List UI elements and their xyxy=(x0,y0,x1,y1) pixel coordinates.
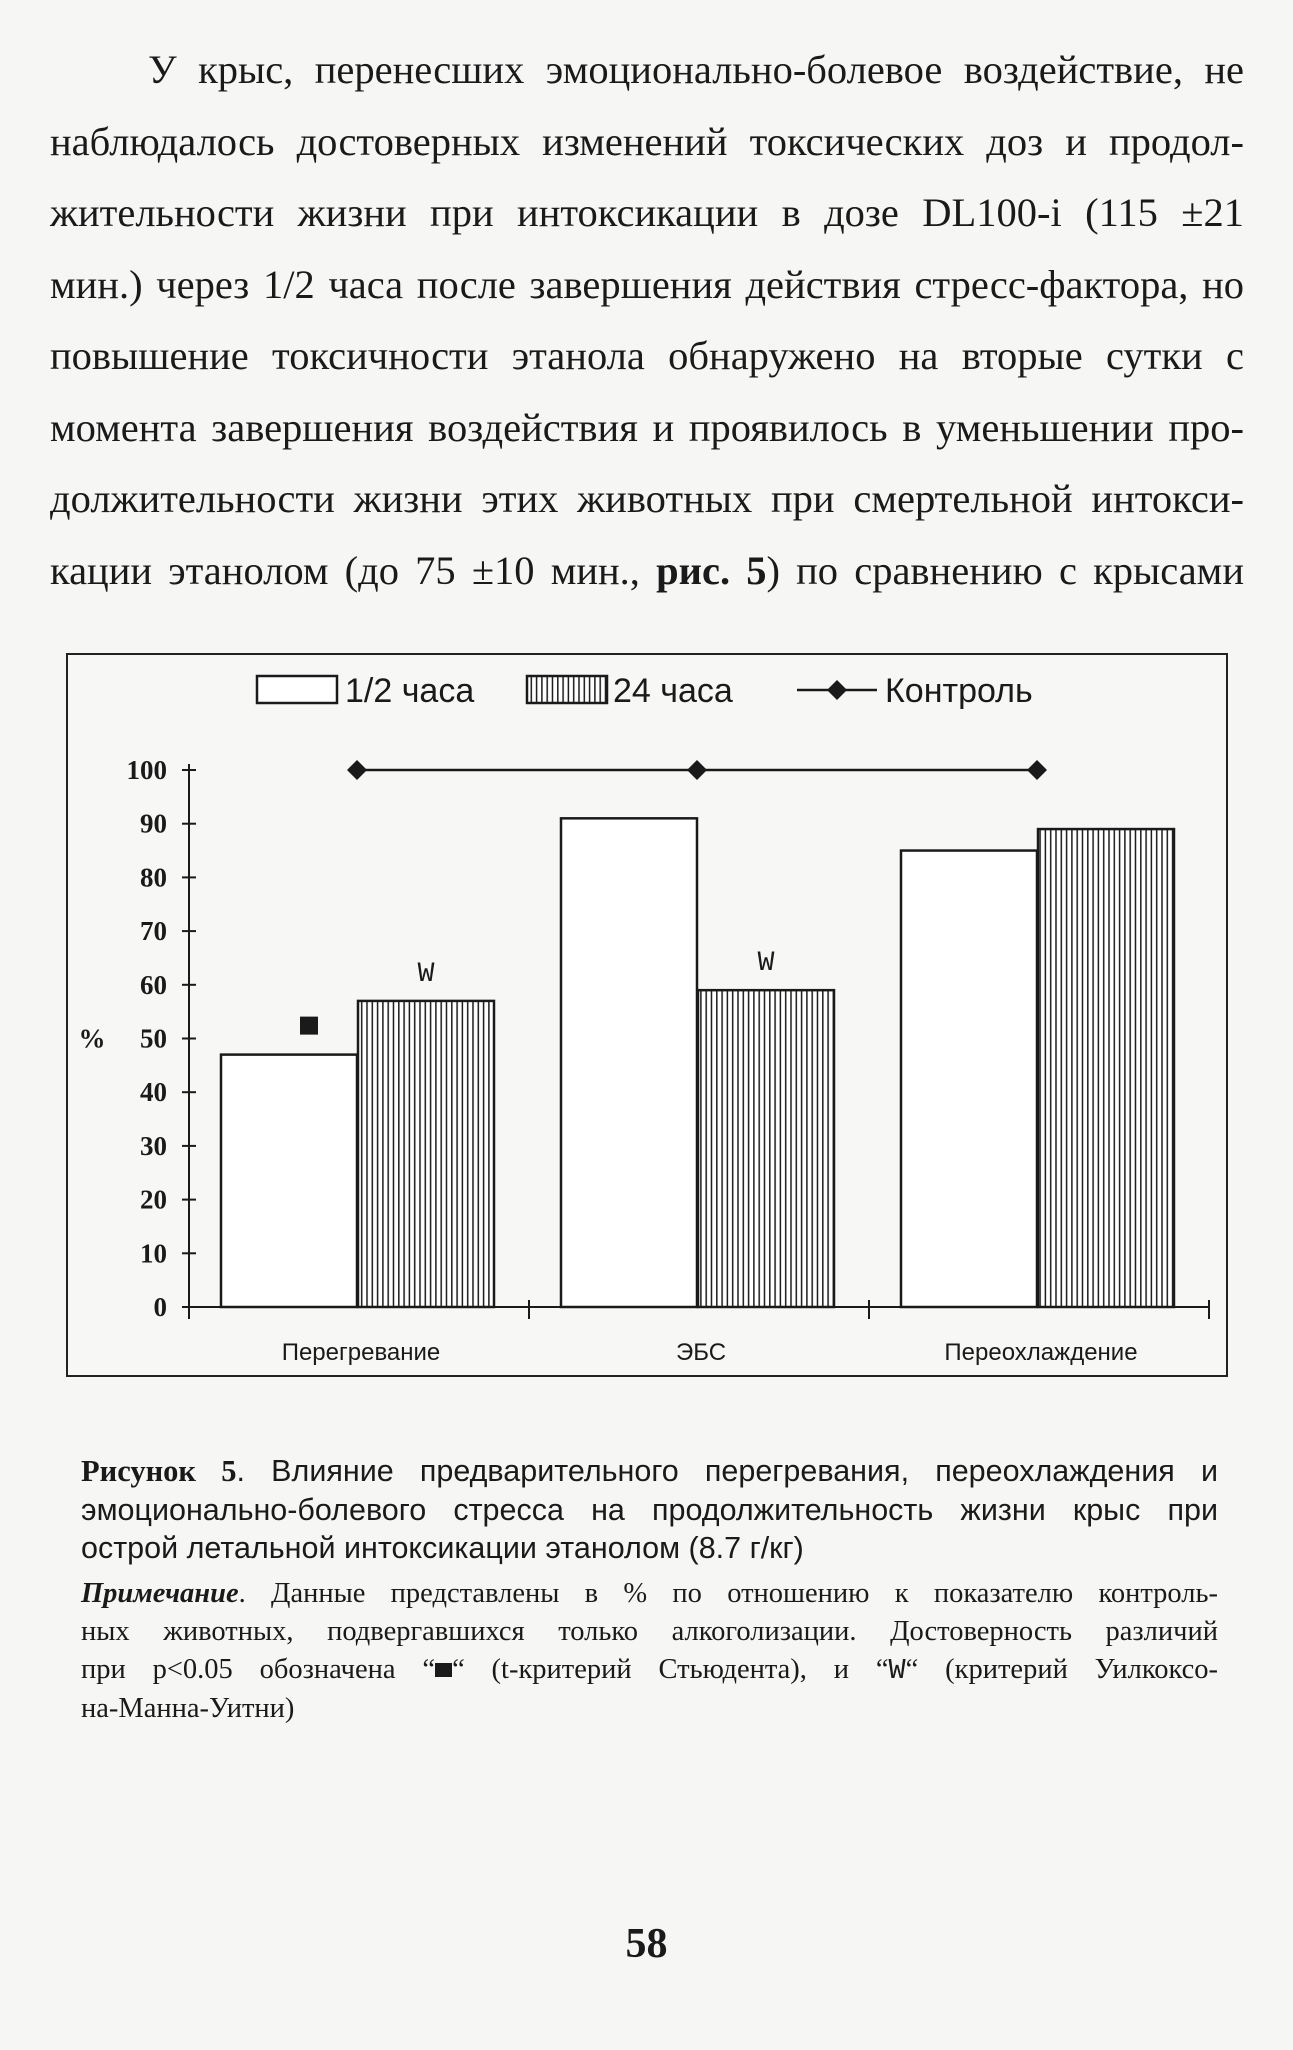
x-tick-label: Переохлаждение xyxy=(944,1339,1138,1366)
significance-w-mark: W xyxy=(417,958,435,990)
paragraph-line: мин.) через 1/2 часа после завершения действия стресс-фактора, но xyxy=(50,261,1244,307)
note-label: Примечание xyxy=(81,1578,239,1609)
paragraph-line: жительности жизни при интоксикации в дозе DL100-i (115 ±21 xyxy=(50,190,1244,235)
y-tick-label: 10 xyxy=(140,1238,167,1269)
y-axis-label: % xyxy=(78,1023,106,1054)
control-point xyxy=(347,760,367,780)
bar xyxy=(901,851,1037,1307)
bar xyxy=(358,1001,494,1307)
note-text: . Данные представлены в % по отношению к показателю контроль- xyxy=(238,1578,1218,1609)
figure-reference: рис. 5 xyxy=(656,547,767,593)
y-tick-label: 30 xyxy=(140,1130,167,1161)
note-line: на-Манна-Уитни) xyxy=(81,1693,295,1724)
y-tick-label: 20 xyxy=(140,1184,167,1215)
caption-line: эмоционально-болевого стресса на продолжительность жизни крыс при xyxy=(81,1492,1218,1527)
paragraph-text: кации этанолом (до 75 ±10 мин., xyxy=(50,547,657,593)
x-tick-label: ЭБС xyxy=(675,1339,727,1366)
chart-legend xyxy=(257,672,1033,710)
legend-swatch-half-hour xyxy=(257,676,337,703)
caption-text: . Влияние предварительного перегревания, переохлаждения и xyxy=(236,1454,1218,1488)
control-series xyxy=(347,760,1047,780)
y-tick-label: 40 xyxy=(140,1077,167,1108)
diamond-icon xyxy=(827,680,847,700)
paragraph-line: У крыс, перенесших эмоционально-болевое воздействие, не xyxy=(148,47,1244,92)
caption-line: острой летальной интоксикации этанолом (8.7 г/кг) xyxy=(81,1531,804,1565)
significance-w-mark: W xyxy=(757,948,775,980)
w-marker: W xyxy=(888,1654,906,1687)
note-text: “ (t-критерий Стьюдента), и “ xyxy=(452,1654,889,1685)
y-tick-label: 50 xyxy=(140,1023,167,1054)
bar xyxy=(1038,829,1174,1307)
y-tick-label: 70 xyxy=(140,916,167,947)
y-tick-label: 100 xyxy=(126,755,167,785)
y-tick-label: 90 xyxy=(140,808,167,839)
note-text: при p<0.05 обозначена “ xyxy=(81,1654,436,1685)
paragraph-line: повышение токсичности этанола обнаружено на вторые сутки с xyxy=(50,333,1244,378)
y-tick-label: 60 xyxy=(140,969,167,1000)
paragraph-line: момента завершения воздействия и проявилось в уменьшении про- xyxy=(50,404,1244,450)
x-tick-label: Перегревание xyxy=(281,1339,441,1366)
figure-note xyxy=(81,1575,1218,1728)
control-point xyxy=(1027,760,1047,780)
figure-caption xyxy=(81,1452,1218,1568)
legend-label: Контроль xyxy=(885,672,1033,710)
note-line xyxy=(81,1575,1218,1613)
paragraph-line: наблюдалось достоверных изменений токсических доз и продол- xyxy=(50,118,1244,164)
note-line xyxy=(81,1651,1218,1690)
square-marker-icon xyxy=(435,1663,452,1677)
note-text: “ (критерий Уилкоксо- xyxy=(905,1654,1219,1685)
legend-label: 1/2 часа xyxy=(345,672,475,710)
y-tick-label: 80 xyxy=(140,862,167,893)
caption-line xyxy=(81,1452,1218,1491)
paragraph-line: должительности жизни этих животных при смертельной интокси- xyxy=(50,476,1244,521)
bar xyxy=(698,990,834,1307)
note-line: ных животных, подвергавшихся только алкоголизации. Достоверность различий xyxy=(81,1616,1218,1647)
paragraph-text: ) по сравнению с крысами xyxy=(766,547,1244,593)
bar xyxy=(221,1055,357,1307)
y-tick-label: 0 xyxy=(153,1292,167,1322)
control-point xyxy=(687,760,707,780)
legend-swatch-24-hours xyxy=(527,676,607,703)
legend-label: 24 часа xyxy=(613,672,733,710)
caption-label: Рисунок 5 xyxy=(81,1454,237,1488)
significance-square-icon xyxy=(300,1017,318,1035)
bar xyxy=(561,818,697,1307)
chart-bars xyxy=(221,818,1174,1307)
page-number: 58 xyxy=(625,1921,668,1967)
